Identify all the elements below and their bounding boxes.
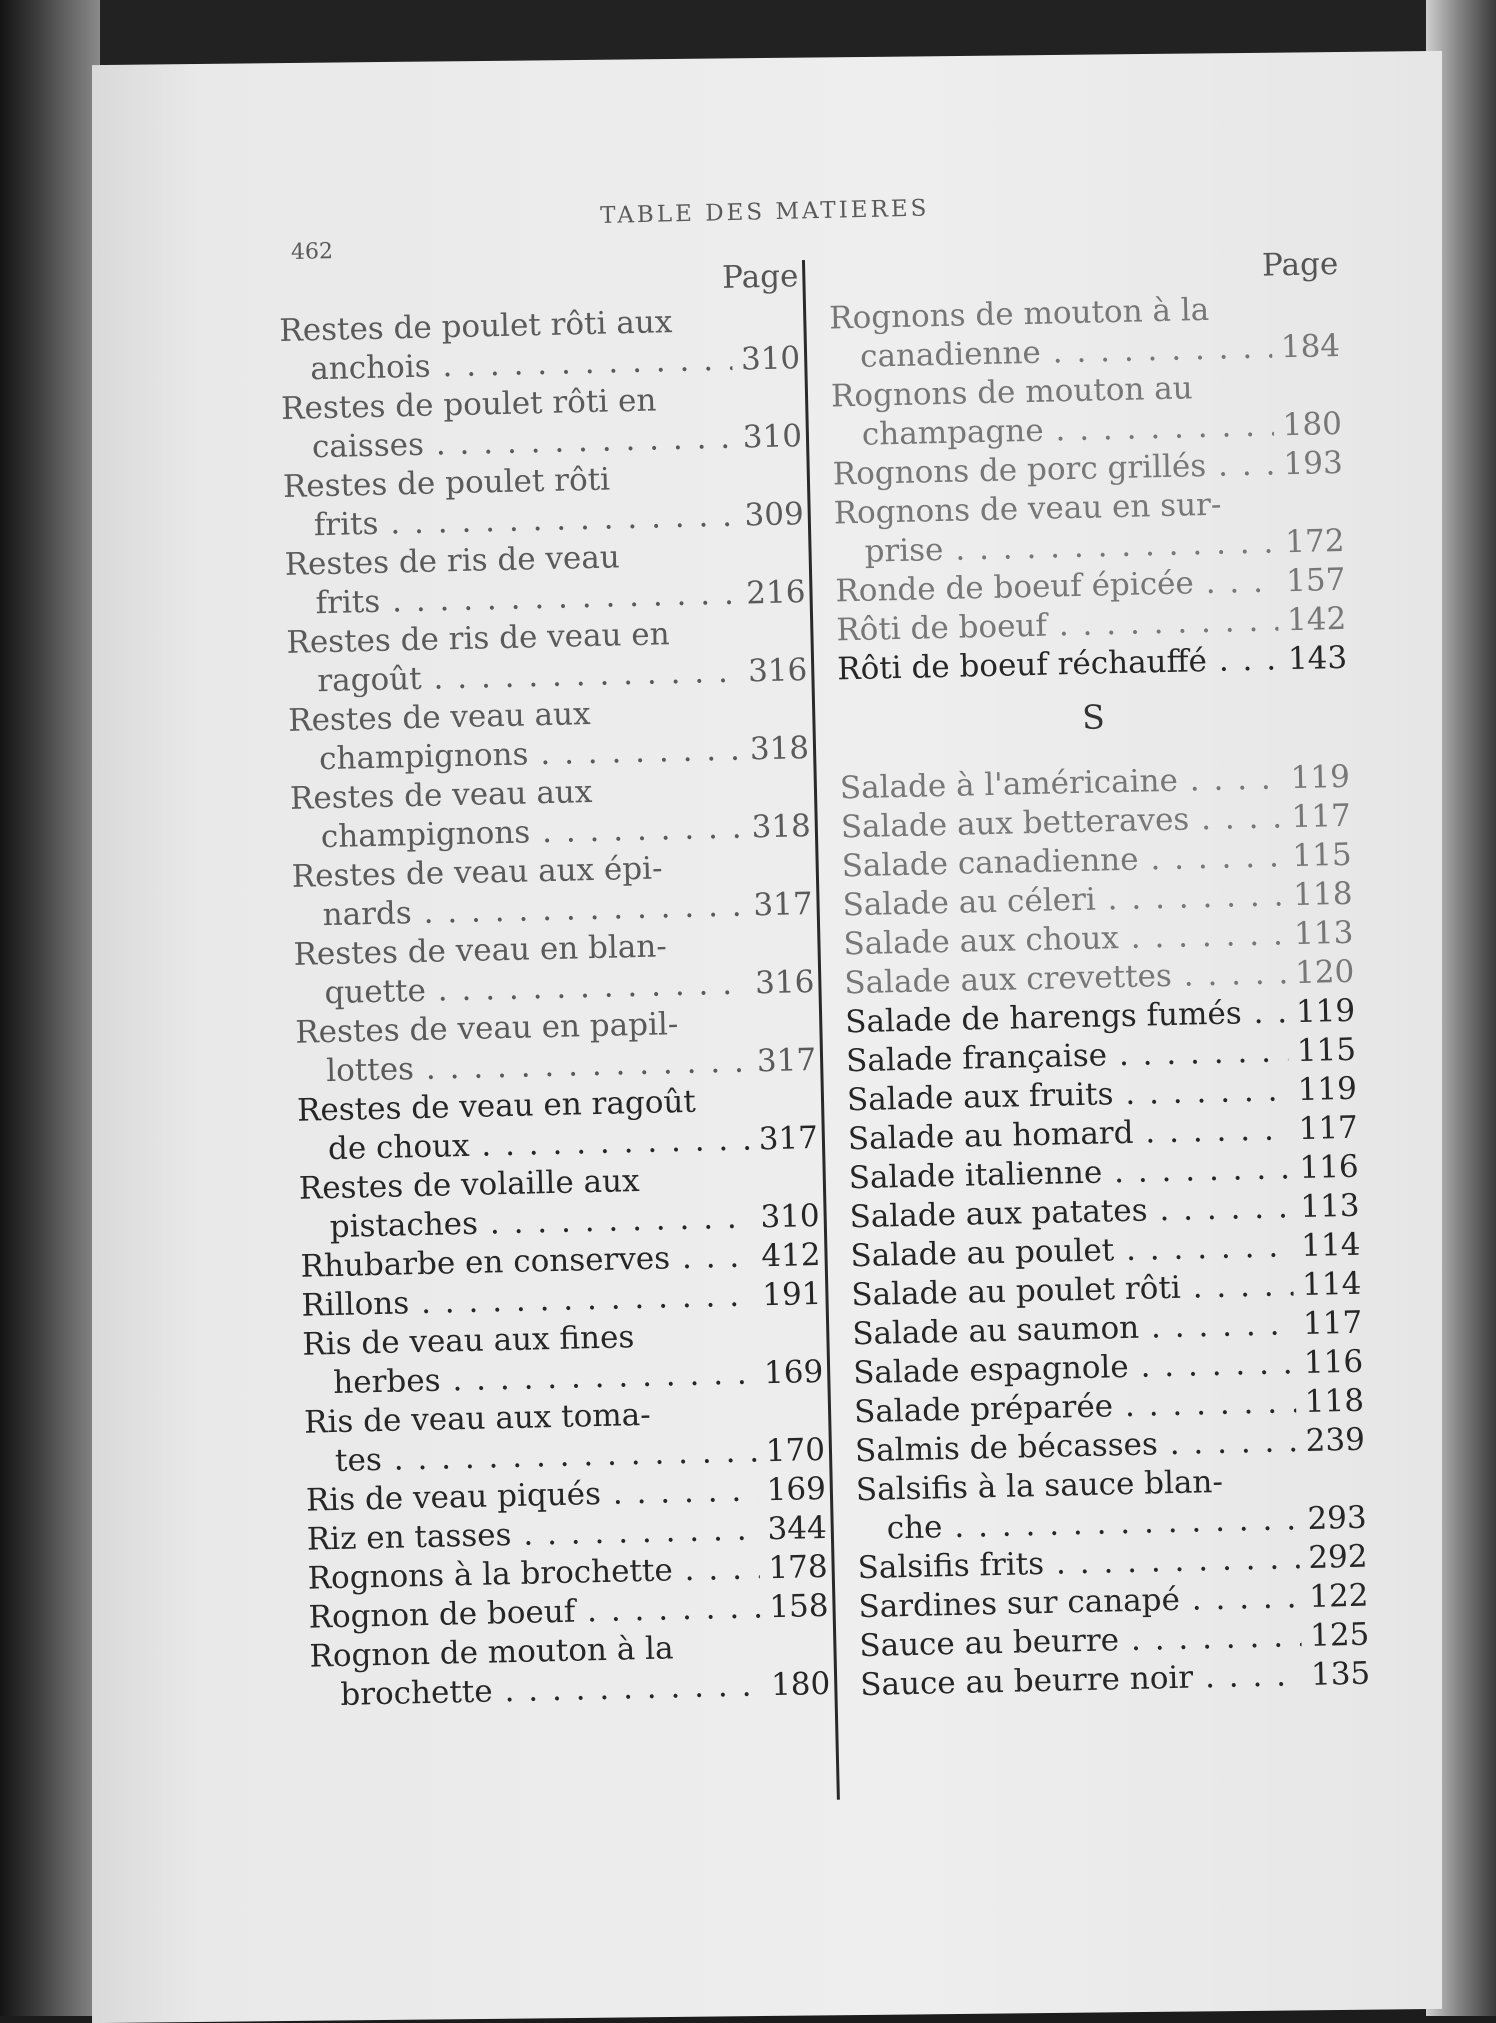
entry-page-number: 317: [756, 1042, 817, 1080]
entry-page-number: 344: [767, 1509, 828, 1548]
entry-page-number: 157: [1285, 561, 1346, 600]
entry-page-number: 293: [1307, 1499, 1368, 1537]
entry-page-number: 170: [765, 1431, 826, 1470]
entry-page-number: 216: [745, 574, 806, 612]
entry-page-number: 119: [1295, 992, 1356, 1031]
entry-title: Salade aux crevettes . . .: [844, 954, 1287, 1003]
entry-title: Rognons de mouton au: [830, 370, 1194, 415]
entry-page-number: 158: [768, 1587, 829, 1626]
entry-title: Rhubarbe en conserves . . .: [300, 1237, 753, 1286]
index-entry: [290, 768, 812, 858]
entry-title-continuation: de choux . . .: [298, 1121, 751, 1170]
index-entry: [284, 534, 806, 624]
right-entry-list-r: [829, 288, 1348, 689]
entry-title: Salade aux betteraves . . .: [840, 798, 1283, 847]
entry-title-continuation: champignons . . .: [289, 731, 742, 780]
index-entry: [298, 1158, 820, 1248]
index-entry: [833, 483, 1345, 573]
right-column: [828, 244, 1371, 1705]
entry-title: Sauce au beurre noir . . .: [860, 1656, 1303, 1705]
right-entry-list-s: [840, 758, 1371, 1705]
entry-page-number: 135: [1310, 1655, 1371, 1693]
index-entry: [291, 846, 813, 936]
entry-title: Salade aux choux . . .: [843, 915, 1286, 964]
entry-page-number: 114: [1300, 1226, 1361, 1265]
entry-title-continuation: che . . .: [856, 1500, 1299, 1549]
index-entry: [829, 288, 1341, 378]
entry-title-continuation: anchois . . .: [280, 341, 733, 390]
entry-title: Rognon de boeuf . . .: [308, 1588, 761, 1637]
running-title: TABLE DES MATIERES: [599, 195, 930, 229]
entry-title: Restes de ris de veau: [284, 539, 621, 583]
entry-page-number: 114: [1301, 1265, 1362, 1304]
entry-title: Salade italienne . . .: [848, 1149, 1291, 1198]
index-entry: [831, 366, 1343, 456]
index-entry: [304, 1392, 826, 1482]
entry-title: Rognons à la brochette . . .: [307, 1549, 760, 1598]
entry-title: Rognon de mouton à la: [309, 1630, 674, 1675]
entry-page-number: 180: [770, 1665, 831, 1704]
entry-title: Salade aux patates . . .: [849, 1188, 1292, 1237]
entry-title: Ris de veau aux toma-: [303, 1396, 652, 1441]
entry-title: Ris de veau piqués . . .: [306, 1471, 759, 1520]
index-entry: [283, 456, 805, 546]
entry-title-continuation: tes . . .: [305, 1432, 758, 1481]
entry-title-continuation: champagne . . .: [832, 406, 1275, 455]
index-content: [278, 242, 1438, 1827]
entry-page-number: 412: [760, 1236, 821, 1275]
entry-page-number: 113: [1293, 914, 1354, 953]
index-entry: [293, 924, 815, 1014]
entry-title-continuation: canadienne . . .: [830, 328, 1273, 377]
right-page-label: Page: [1261, 245, 1339, 284]
entry-title: Restes de volaille aux: [298, 1163, 640, 1207]
entry-title: Sardines sur canapé . . .: [858, 1578, 1301, 1627]
entry-title: Restes de poulet rôti aux: [279, 304, 673, 349]
entry-title: Rillons . . .: [301, 1276, 754, 1325]
entry-page-number: 191: [761, 1275, 822, 1314]
entry-title: Rôti de boeuf réchauffé . . .: [837, 640, 1280, 689]
entry-title: Rognons de porc grillés . . .: [832, 445, 1275, 494]
entry-title: Salsifis frits . . .: [857, 1539, 1300, 1588]
entry-title: Rôti de boeuf . . .: [836, 601, 1279, 650]
entry-page-number: 143: [1287, 639, 1348, 678]
entry-page-number: 239: [1305, 1421, 1366, 1459]
entry-title-continuation: frits . . .: [285, 575, 738, 624]
section-letter: S: [1081, 697, 1106, 737]
entry-page-number: 292: [1307, 1538, 1368, 1576]
entry-page-number: 116: [1299, 1148, 1360, 1187]
entry-page-number: 115: [1292, 836, 1352, 875]
entry-page-number: 310: [760, 1197, 821, 1236]
entry-page-number: 310: [742, 418, 803, 456]
entry-title: Salade préparée . . .: [854, 1383, 1297, 1432]
entry-title: Sauce au beurre . . .: [859, 1617, 1302, 1666]
entry-page-number: 118: [1292, 875, 1353, 914]
index-entry: [286, 612, 808, 702]
entry-title: Restes de veau aux épi-: [291, 850, 663, 895]
entry-title: Salade canadienne . . .: [841, 837, 1284, 886]
entry-page-number: 318: [749, 730, 810, 768]
entry-title: Salade à l'américaine . . .: [840, 759, 1283, 808]
entry-title: Restes de veau aux: [287, 696, 591, 739]
entry-page-number: 318: [751, 808, 812, 846]
entry-page-number: 119: [1297, 1070, 1358, 1109]
entry-page-number: 118: [1304, 1382, 1365, 1420]
entry-title-continuation: prise . . .: [834, 523, 1277, 572]
entry-title: Salade au poulet . . .: [850, 1227, 1293, 1276]
entry-title: Restes de poulet rôti: [282, 461, 611, 505]
entry-title-continuation: nards . . .: [292, 887, 745, 936]
entry-title-continuation: pistaches . . .: [299, 1199, 752, 1248]
entry-page-number: 117: [1298, 1109, 1359, 1148]
entry-title-continuation: champignons . . .: [291, 809, 744, 858]
entry-title: Ris de veau aux fines: [302, 1319, 635, 1363]
entry-title: Salmis de bécasses . . .: [855, 1422, 1298, 1471]
entry-page-number: 117: [1302, 1304, 1363, 1343]
entry-page-number: 116: [1303, 1343, 1364, 1382]
entry-title: Restes de veau en blan-: [293, 928, 668, 973]
entry-title: Restes de veau en ragoût: [296, 1083, 697, 1129]
entry-page-number: 169: [766, 1470, 827, 1509]
entry-title-continuation: brochette . . .: [310, 1666, 763, 1715]
entry-page-number: 122: [1308, 1577, 1369, 1615]
entry-title: Salade au saumon . . .: [852, 1305, 1295, 1354]
entry-page-number: 317: [758, 1119, 819, 1158]
entry-title: Salade de harengs fumés . . .: [845, 993, 1288, 1042]
entry-title: Restes de veau en papil-: [294, 1006, 679, 1051]
entry-title-continuation: ragoût . . .: [287, 653, 740, 702]
entry-title: Rognons de mouton à la: [828, 291, 1210, 337]
entry-page-number: 117: [1291, 797, 1352, 836]
index-entry: [279, 300, 801, 390]
entry-page-number: 169: [763, 1353, 824, 1392]
entry-page-number: 193: [1283, 444, 1344, 483]
entry-title: Salade française . . .: [846, 1032, 1289, 1081]
index-entry: [281, 378, 803, 468]
book-page-edges: [0, 0, 100, 2016]
entry-page-number: 120: [1294, 953, 1355, 992]
entry-page-number: 115: [1296, 1031, 1357, 1070]
entry-title: Salade au poulet rôti . . .: [851, 1266, 1294, 1315]
entry-page-number: 119: [1290, 758, 1351, 797]
entry-page-number: 316: [747, 652, 808, 690]
index-entry: [855, 1460, 1367, 1550]
entry-title: Ronde de boeuf épicée . . .: [835, 562, 1278, 611]
entry-page-number: 142: [1286, 600, 1347, 639]
left-column: [278, 256, 831, 1715]
entry-page-number: 317: [753, 886, 813, 924]
index-entry: [302, 1314, 824, 1404]
entry-title: Restes de ris de veau en: [286, 616, 671, 661]
entry-title: Salade au homard . . .: [847, 1110, 1290, 1159]
entry-page-number: 178: [768, 1548, 829, 1587]
index-entry: [288, 690, 810, 780]
entry-title: Riz en tasses . . .: [306, 1510, 759, 1559]
entry-title-continuation: quette . . .: [294, 965, 747, 1014]
entry-page-number: 113: [1299, 1187, 1360, 1226]
left-entry-list: [279, 300, 831, 1715]
entry-title: Salsifis à la sauce blan-: [855, 1463, 1224, 1509]
entry-page-number: 309: [744, 496, 805, 534]
index-entry: [295, 1002, 817, 1092]
entry-page-number: 180: [1282, 405, 1343, 444]
entry-title: Rognons de veau en sur-: [833, 486, 1222, 532]
entry-page-number: 172: [1284, 522, 1345, 561]
entry-title: Salade au céleri . . .: [842, 876, 1285, 925]
entry-title-continuation: caisses . . .: [282, 419, 735, 468]
entry-title: Salade espagnole . . .: [853, 1344, 1296, 1393]
entry-page-number: 316: [754, 964, 815, 1002]
entry-page-number: 184: [1280, 327, 1341, 366]
entry-title: Restes de veau aux: [289, 774, 593, 817]
entry-title-continuation: herbes . . .: [303, 1354, 756, 1403]
left-page-label: Page: [721, 258, 799, 296]
entry-page-number: 125: [1309, 1616, 1370, 1654]
page-number: 462: [290, 239, 334, 265]
index-entry: [309, 1626, 831, 1716]
entry-title-continuation: lottes . . .: [296, 1043, 749, 1092]
entry-title: Restes de poulet rôti en: [280, 382, 657, 427]
entry-page-number: 310: [740, 340, 801, 378]
entry-title-continuation: frits . . .: [283, 497, 736, 546]
index-entry: [297, 1080, 819, 1170]
entry-title: Salade aux fruits . . .: [847, 1071, 1290, 1120]
